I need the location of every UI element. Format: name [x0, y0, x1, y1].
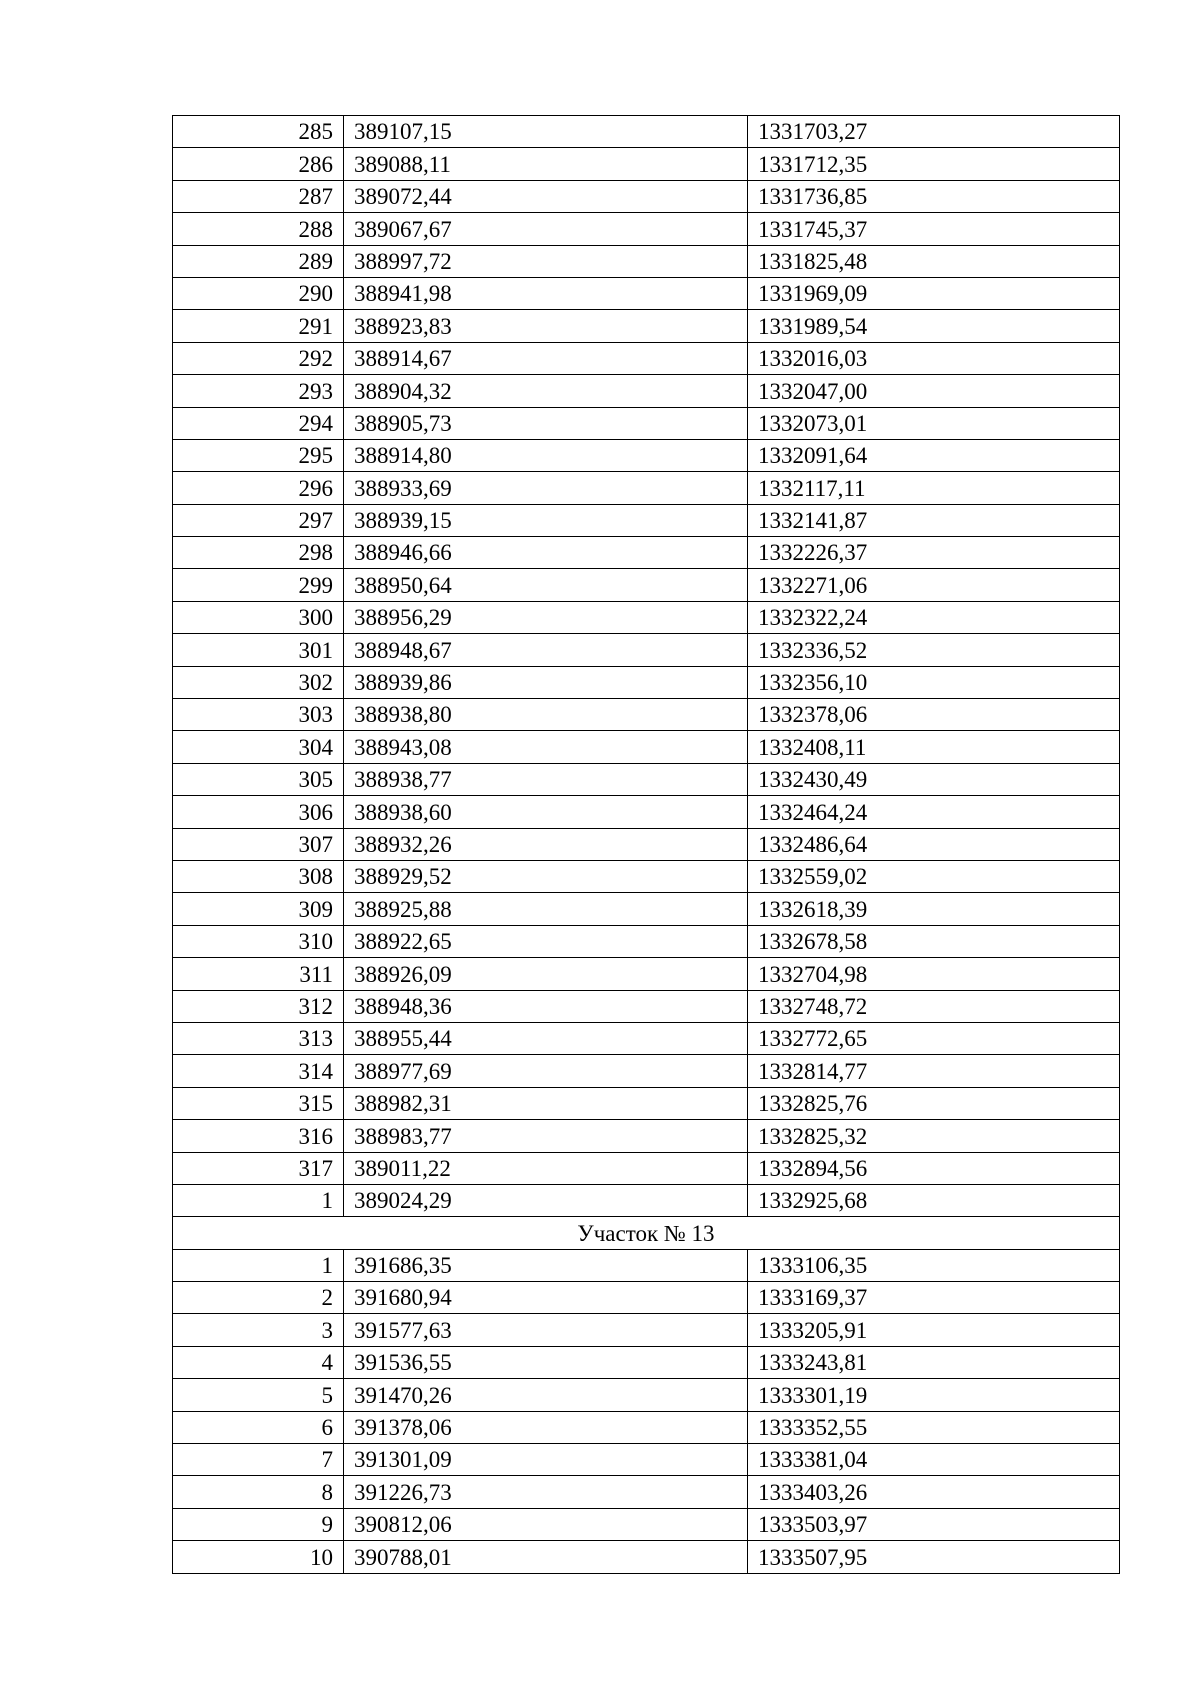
y-coordinate-cell: 1332117,11	[748, 472, 1120, 504]
x-coordinate-cell: 388950,64	[344, 569, 748, 601]
point-number-cell: 286	[173, 148, 344, 180]
x-coordinate-cell: 391680,94	[344, 1282, 748, 1314]
x-coordinate-cell: 388956,29	[344, 601, 748, 633]
x-coordinate-cell: 388914,67	[344, 342, 748, 374]
point-number-cell: 307	[173, 828, 344, 860]
point-number-cell: 316	[173, 1120, 344, 1152]
table-row	[173, 1055, 1120, 1087]
y-coordinate-cell: 1331745,37	[748, 213, 1120, 245]
y-coordinate-cell: 1333503,97	[748, 1508, 1120, 1540]
table-row	[173, 699, 1120, 731]
table-row	[173, 666, 1120, 698]
x-coordinate-cell: 388933,69	[344, 472, 748, 504]
x-coordinate-cell: 388925,88	[344, 893, 748, 925]
x-coordinate-cell: 391301,09	[344, 1444, 748, 1476]
table-row	[173, 1411, 1120, 1443]
y-coordinate-cell: 1333352,55	[748, 1411, 1120, 1443]
table-row	[173, 1346, 1120, 1378]
y-coordinate-cell: 1331969,09	[748, 277, 1120, 309]
y-coordinate-cell: 1333169,37	[748, 1282, 1120, 1314]
point-number-cell: 315	[173, 1087, 344, 1119]
table-row	[173, 731, 1120, 763]
point-number-cell: 292	[173, 342, 344, 374]
point-number-cell: 7	[173, 1444, 344, 1476]
coordinates-table	[172, 115, 1120, 1574]
point-number-cell: 309	[173, 893, 344, 925]
table-row	[173, 148, 1120, 180]
y-coordinate-cell: 1331825,48	[748, 245, 1120, 277]
point-number-cell: 301	[173, 634, 344, 666]
point-number-cell: 310	[173, 925, 344, 957]
point-number-cell: 293	[173, 375, 344, 407]
x-coordinate-cell: 389067,67	[344, 213, 748, 245]
point-number-cell: 5	[173, 1379, 344, 1411]
table-row	[173, 245, 1120, 277]
x-coordinate-cell: 389107,15	[344, 116, 748, 148]
point-number-cell: 4	[173, 1346, 344, 1378]
point-number-cell: 3	[173, 1314, 344, 1346]
point-number-cell: 306	[173, 796, 344, 828]
table-row	[173, 601, 1120, 633]
y-coordinate-cell: 1333243,81	[748, 1346, 1120, 1378]
x-coordinate-cell: 388914,80	[344, 439, 748, 471]
x-coordinate-cell: 391470,26	[344, 1379, 748, 1411]
section-header-row	[173, 1217, 1120, 1249]
section-title: Участок № 13	[173, 1217, 1120, 1249]
x-coordinate-cell: 391536,55	[344, 1346, 748, 1378]
y-coordinate-cell: 1332559,02	[748, 860, 1120, 892]
table-row	[173, 1087, 1120, 1119]
point-number-cell: 9	[173, 1508, 344, 1540]
point-number-cell: 289	[173, 245, 344, 277]
table-row	[173, 407, 1120, 439]
y-coordinate-cell: 1333301,19	[748, 1379, 1120, 1411]
point-number-cell: 303	[173, 699, 344, 731]
x-coordinate-cell: 388926,09	[344, 958, 748, 990]
x-coordinate-cell: 388943,08	[344, 731, 748, 763]
y-coordinate-cell: 1332925,68	[748, 1184, 1120, 1216]
x-coordinate-cell: 391226,73	[344, 1476, 748, 1508]
point-number-cell: 6	[173, 1411, 344, 1443]
y-coordinate-cell: 1332091,64	[748, 439, 1120, 471]
x-coordinate-cell: 388904,32	[344, 375, 748, 407]
table-row	[173, 116, 1120, 148]
y-coordinate-cell: 1332464,24	[748, 796, 1120, 828]
x-coordinate-cell: 388977,69	[344, 1055, 748, 1087]
table-row	[173, 763, 1120, 795]
x-coordinate-cell: 389024,29	[344, 1184, 748, 1216]
table-row	[173, 277, 1120, 309]
point-number-cell: 298	[173, 537, 344, 569]
y-coordinate-cell: 1332618,39	[748, 893, 1120, 925]
table-row	[173, 634, 1120, 666]
y-coordinate-cell: 1333381,04	[748, 1444, 1120, 1476]
y-coordinate-cell: 1332772,65	[748, 1022, 1120, 1054]
y-coordinate-cell: 1332073,01	[748, 407, 1120, 439]
table-row	[173, 1282, 1120, 1314]
table-row	[173, 1249, 1120, 1281]
table-row	[173, 310, 1120, 342]
point-number-cell: 291	[173, 310, 344, 342]
point-number-cell: 288	[173, 213, 344, 245]
x-coordinate-cell: 388939,15	[344, 504, 748, 536]
x-coordinate-cell: 390812,06	[344, 1508, 748, 1540]
y-coordinate-cell: 1332894,56	[748, 1152, 1120, 1184]
point-number-cell: 10	[173, 1541, 344, 1573]
y-coordinate-cell: 1332336,52	[748, 634, 1120, 666]
point-number-cell: 311	[173, 958, 344, 990]
y-coordinate-cell: 1331989,54	[748, 310, 1120, 342]
y-coordinate-cell: 1333205,91	[748, 1314, 1120, 1346]
x-coordinate-cell: 388948,67	[344, 634, 748, 666]
y-coordinate-cell: 1331703,27	[748, 116, 1120, 148]
y-coordinate-cell: 1332047,00	[748, 375, 1120, 407]
point-number-cell: 305	[173, 763, 344, 795]
table-row	[173, 1444, 1120, 1476]
y-coordinate-cell: 1333106,35	[748, 1249, 1120, 1281]
table-row	[173, 472, 1120, 504]
y-coordinate-cell: 1332322,24	[748, 601, 1120, 633]
y-coordinate-cell: 1331736,85	[748, 180, 1120, 212]
x-coordinate-cell: 388938,77	[344, 763, 748, 795]
x-coordinate-cell: 388982,31	[344, 1087, 748, 1119]
point-number-cell: 308	[173, 860, 344, 892]
point-number-cell: 299	[173, 569, 344, 601]
x-coordinate-cell: 388923,83	[344, 310, 748, 342]
table-row	[173, 893, 1120, 925]
point-number-cell: 297	[173, 504, 344, 536]
y-coordinate-cell: 1332430,49	[748, 763, 1120, 795]
point-number-cell: 1	[173, 1184, 344, 1216]
x-coordinate-cell: 389088,11	[344, 148, 748, 180]
table-row	[173, 828, 1120, 860]
y-coordinate-cell: 1331712,35	[748, 148, 1120, 180]
y-coordinate-cell: 1332408,11	[748, 731, 1120, 763]
table-row	[173, 1541, 1120, 1573]
y-coordinate-cell: 1332825,32	[748, 1120, 1120, 1152]
x-coordinate-cell: 388948,36	[344, 990, 748, 1022]
x-coordinate-cell: 388905,73	[344, 407, 748, 439]
table-row	[173, 180, 1120, 212]
table-row	[173, 569, 1120, 601]
table-row	[173, 990, 1120, 1022]
y-coordinate-cell: 1332226,37	[748, 537, 1120, 569]
point-number-cell: 285	[173, 116, 344, 148]
table-row	[173, 375, 1120, 407]
table-row	[173, 537, 1120, 569]
table-row	[173, 958, 1120, 990]
x-coordinate-cell: 391686,35	[344, 1249, 748, 1281]
point-number-cell: 314	[173, 1055, 344, 1087]
table-row	[173, 1476, 1120, 1508]
y-coordinate-cell: 1332814,77	[748, 1055, 1120, 1087]
point-number-cell: 294	[173, 407, 344, 439]
point-number-cell: 302	[173, 666, 344, 698]
y-coordinate-cell: 1332486,64	[748, 828, 1120, 860]
table-row	[173, 504, 1120, 536]
point-number-cell: 300	[173, 601, 344, 633]
y-coordinate-cell: 1332356,10	[748, 666, 1120, 698]
table-row	[173, 1120, 1120, 1152]
table-row	[173, 1508, 1120, 1540]
x-coordinate-cell: 388997,72	[344, 245, 748, 277]
point-number-cell: 317	[173, 1152, 344, 1184]
point-number-cell: 1	[173, 1249, 344, 1281]
x-coordinate-cell: 388955,44	[344, 1022, 748, 1054]
table-row	[173, 796, 1120, 828]
table-row	[173, 439, 1120, 471]
y-coordinate-cell: 1332825,76	[748, 1087, 1120, 1119]
point-number-cell: 304	[173, 731, 344, 763]
x-coordinate-cell: 388941,98	[344, 277, 748, 309]
x-coordinate-cell: 388983,77	[344, 1120, 748, 1152]
point-number-cell: 313	[173, 1022, 344, 1054]
x-coordinate-cell: 388938,80	[344, 699, 748, 731]
x-coordinate-cell: 390788,01	[344, 1541, 748, 1573]
y-coordinate-cell: 1332678,58	[748, 925, 1120, 957]
x-coordinate-cell: 388938,60	[344, 796, 748, 828]
table-row	[173, 213, 1120, 245]
x-coordinate-cell: 389072,44	[344, 180, 748, 212]
x-coordinate-cell: 388929,52	[344, 860, 748, 892]
x-coordinate-cell: 389011,22	[344, 1152, 748, 1184]
table-row	[173, 1379, 1120, 1411]
y-coordinate-cell: 1332141,87	[748, 504, 1120, 536]
point-number-cell: 8	[173, 1476, 344, 1508]
table-row	[173, 342, 1120, 374]
y-coordinate-cell: 1332016,03	[748, 342, 1120, 374]
table-row	[173, 1022, 1120, 1054]
point-number-cell: 295	[173, 439, 344, 471]
y-coordinate-cell: 1332378,06	[748, 699, 1120, 731]
y-coordinate-cell: 1332271,06	[748, 569, 1120, 601]
x-coordinate-cell: 391378,06	[344, 1411, 748, 1443]
x-coordinate-cell: 388922,65	[344, 925, 748, 957]
y-coordinate-cell: 1332704,98	[748, 958, 1120, 990]
table-row	[173, 860, 1120, 892]
x-coordinate-cell: 388946,66	[344, 537, 748, 569]
x-coordinate-cell: 391577,63	[344, 1314, 748, 1346]
y-coordinate-cell: 1332748,72	[748, 990, 1120, 1022]
point-number-cell: 290	[173, 277, 344, 309]
coordinates-table-body	[173, 116, 1120, 1574]
y-coordinate-cell: 1333507,95	[748, 1541, 1120, 1573]
table-row	[173, 925, 1120, 957]
point-number-cell: 287	[173, 180, 344, 212]
point-number-cell: 312	[173, 990, 344, 1022]
x-coordinate-cell: 388932,26	[344, 828, 748, 860]
x-coordinate-cell: 388939,86	[344, 666, 748, 698]
point-number-cell: 296	[173, 472, 344, 504]
table-row	[173, 1184, 1120, 1216]
table-row	[173, 1314, 1120, 1346]
table-row	[173, 1152, 1120, 1184]
y-coordinate-cell: 1333403,26	[748, 1476, 1120, 1508]
point-number-cell: 2	[173, 1282, 344, 1314]
